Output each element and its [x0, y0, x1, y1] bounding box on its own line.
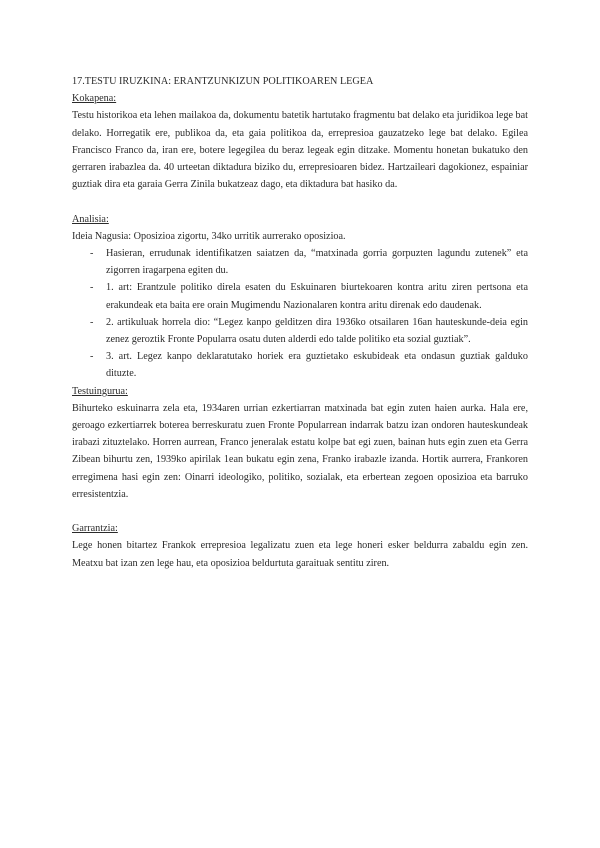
paragraph-garrantzia: Lege honen bitartez Frankok errepresioa legalizatu zuen eta lege honeri esker beldurra zabaldu egin zen. Meatxu bat izan zen lege hau, eta oposizioa beldurtuta garaituak sentitu ziren. — [72, 540, 528, 569]
heading-garrantzia: Garrantzia: — [72, 523, 118, 535]
list-item — [72, 279, 528, 313]
paragraph-testuingurua: Bihurteko eskuinarra zela eta, 1934aren urrian ezkertiarran matxinada bat egin zuten haien aurka. Hala ere, geroago ezkertiarrek boterea berreskuratu zuen Fronte Popularrean indarrak batzu izan ondoren hauteskundeak irabazi zituztelako. Horren aurrean, Franco jeneralak estatu kolpe bat egi zuen, bainan huts egin zuen eta Gerra Zibean bihurtu zen, 1939ko apirilak 1ean bukatu egin zena, Franko irabazle izanda. Hortik aurrera, Frankoren erregimena hasi egin zen: Oinarri ideologiko, politiko, sozialak, eta erbertean zegoen oposizioa eta barruko erresistentzia. — [72, 402, 528, 500]
list-item — [72, 348, 528, 382]
paragraph-kokapena: Testu historikoa eta lehen mailakoa da, dokumentu batetik hartutako fragmentu bat delako eta juridikoa lege bat delako. Horregatik ere, publikoa da, eta gaia politikoa da, errepresioa gauzatzeko lege bat delako. Egilea Francisco Franco da, iran ere, botere legegilea du beraz legeak egin ditzake. Momentu honetan bukatuko den gerraren irabazlea da. 40 urteetan diktadura biziko du, errepresioaren bidez. Hartzaileari dagokionez, espainiar guztiak dira eta garaia Gerra Zinila bukatzeaz dago, eta diktadura bat hasiko da. — [72, 110, 528, 191]
list-item-text: 1. art: Erantzule politiko direla esaten du Eskuinaren biurtekoaren kontra aritu ziren pertsona eta erakundeak eta baita ere orain Mugimendu Nazionalaren kontra aritu direnak edo daudenak. — [106, 282, 528, 311]
section-garrantzia — [72, 520, 528, 572]
document-page — [72, 73, 528, 572]
list-item-text: 2. artikuluak horrela dio: “Legez kanpo gelditzen dira 1936ko otsailaren 16an hauteskunde-deia egin zenez geroztik Fronte Popularra osatu duten alderdi edo talde politiko eta sozial guztiak”. — [106, 316, 528, 346]
dash-bullet: - — [90, 248, 94, 260]
section-testuingurua — [72, 383, 528, 503]
list-item — [72, 314, 528, 348]
section-analisia — [72, 211, 528, 383]
list-item-text: Hasieran, errudunak identifikatzen saiatzen da, “matxinada gorria gorpuzten lagundu zutenek” eta zigorren iragarpena egiten du. — [106, 248, 528, 277]
list-item-text: 3. art. Legez kanpo deklaratutako horiek era guztietako eskubideak eta ondasun guztiak galduko dituzte. — [106, 351, 528, 380]
section-kokapena — [72, 90, 528, 193]
document-title: 17.TESTU IRUZKINA: ERANTZUNKIZUN POLITIKOAREN LEGEA — [72, 76, 374, 87]
dash-bullet: - — [90, 351, 94, 363]
paragraph-ideia-nagusia: Ideia Nagusia: Oposizioa zigortu, 34ko urritik aurrerako oposizioa. — [72, 230, 346, 242]
heading-testuingurua: Testuingurua: — [72, 385, 128, 397]
heading-kokapena: Kokapena: — [72, 93, 117, 105]
dash-bullet: - — [90, 316, 94, 328]
heading-analisia: Analisia: — [72, 213, 109, 225]
dash-bullet: - — [90, 282, 94, 294]
analisia-list — [72, 245, 528, 383]
spacer — [72, 503, 528, 520]
spacer — [72, 193, 528, 210]
list-item — [72, 245, 528, 279]
